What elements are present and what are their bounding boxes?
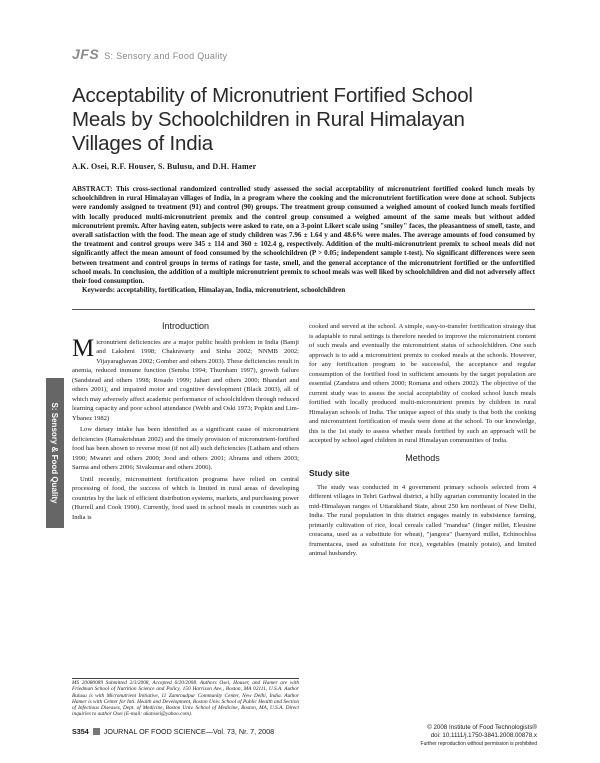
abstract bbox=[72, 185, 535, 295]
study-site-paragraph: The study was conducted in 4 government primary schools selected from 4 different villages in Tehri Garhwal district, a hilly agrarian community located in the mid-Himalayan ranges of Uttarakhand State, about 250 km northeast of New Delhi, India. The rural population in this district engages mainly in subsistence farming, primarily cultivation of rice, local cereals called "mandua" (finger millet, Eleusine coracana, used as a substitute for wheat), "jangora" (barnyard millet, Echinochloa frumentacea, used as substitute for rice), vegetables (mainly potato), and limited animal husbandry. bbox=[309, 483, 536, 557]
abstract-divider bbox=[72, 309, 535, 310]
footnote: MS 20080089 Submitted 2/3/2008, Accepted 6/20/2008. Authors Osei, Houser, and Hamer are with Friedman School of Nutrition Science and Policy, 150 Harrison Ave., Boston, MA 02111, U.S.A. Author Bulusu is with Micronutrient Initiative, 11 Zamroudpur Community Center, New Delhi, India. Author Hamer is with Center for Intl. Health and Development, Boston Univ. School of Public Health and Section of Infectious Diseases, Dept. of Medicine, Boston Univ. School of Medicine, Boston, MA, U.S.A. Direct inquiries to author Osei (E-mail: akotosei@yahoo.com). bbox=[72, 680, 299, 718]
permission-note: Further reproduction without permission is prohibited bbox=[420, 741, 537, 747]
abstract-label: ABSTRACT: bbox=[72, 185, 113, 193]
intro-paragraph-4: cooked and served at the school. A simple, easy-to-transfer fortification strategy that is adaptable to rural settings is therefore needed to improve the micronutrient content of such meals and eventually the micronutrient status of schoolchildren. One such approach is to add a micronutrient premix to cooked meals at the schools. However, for any fortification program to be successful, the acceptance and regular consumption of the fortified food in sufficient amounts by the target population are essential (Zandstra and others 2000; Romana and others 2002). The objective of the current study was to assess the social acceptability of cooked school lunch meals fortified with locally produced multi-micronutrient premix by children in rural Himalayan schools of India. The unique aspect of this study is that both the cooking and micronutrient fortification of meals were done at the school. To our knowledge, this is the 1st study to assess whether meals fortified by such an approach will be accepted by school aged children in rural Himalayan communities of India. bbox=[309, 323, 536, 444]
intro-paragraph-1: Micronutrient deficiencies are a major public health problem in India (Bamji and Lakshmi 1998; Chakravarty and Sinha 2002; NNMB 2002; Vijayaraghavan 2002; Gomber and others 2003). These deficiencies result in anemia, reduced immune function (Semba 1994; Thurnham 1997), growth failure (Sandstead and others 1998; Rosado 1999; Jahari and others 2000; Bhandari and others 2001), and impaired motor and cognitive development (Black 2003), all of which may adversely affect academic performance of schoolchildren through reduced learning capacity and poor school attendance (Webb and Oski 1973; Popkin and Lim-Ybanez 1982) bbox=[72, 334, 299, 422]
footnote-divider bbox=[72, 678, 299, 679]
keywords: acceptability, fortification, Himalayan, India, micronutrient, schoolchildren bbox=[116, 286, 346, 295]
journal-header bbox=[72, 46, 227, 62]
footer-right bbox=[392, 724, 537, 748]
authors: A.K. Osei, R.F. Houser, S. Bulusu, and D.H. Hamer bbox=[72, 162, 257, 171]
methods-heading: Methods bbox=[405, 452, 440, 463]
abstract-text: This cross-sectional randomized controlled study assessed the social acceptability of micronutrient fortified cooked lunch meals by schoolchildren in rural Himalayan villages of India, in a program where the cooking and the micronutrient fortification were done at school. Subjects were randomly assigned to treatment (91) and control (90) groups. The treatment group consumed a weighed amount of cooked lunch meals fortified with locally produced multi-micronutrient premix and the control group consumed a weighed amount of the same meals but without added micronutrient premix. After having eaten, subjects were asked to rate, on a 3-point Likert scale using "smiley" faces, the pleasantness of smell, taste, and overall satisfaction with the food. The mean age of study children was 7.96 ± 1.64 y and 48.6% were males. The average amounts of food consumed by the treatment and control groups were 345 ± 114 and 360 ± 102.4 g, respectively. Addition of the multi-micronutrient premix to school meals did not significantly affect the mean amount of food consumed by the schoolchildren (P > 0.05; independent sample t-test). No significant differences were seen between treatment and control groups in terms of ratings for taste, smell, and the general acceptance of the micronutrient fortified or the unfortified school meals. In conclusion, the addition of a multiple micronutrient premix to school meals was well liked by schoolchildren and did not adversely affect their food consumption. bbox=[72, 185, 535, 286]
doi: doi: 10.1111/j.1750-3841.2008.00878.x bbox=[430, 732, 537, 739]
article-title: Acceptability of Micronutrient Fortified School Meals by Schoolchildren in Rural Himalayan Villages of India bbox=[72, 84, 473, 155]
square-bullet-icon bbox=[93, 728, 100, 735]
study-site-heading: Study site bbox=[309, 468, 350, 478]
keywords-label: Keywords: bbox=[82, 286, 116, 295]
footer-left bbox=[72, 727, 274, 736]
left-column bbox=[72, 322, 299, 522]
drop-cap: M bbox=[72, 334, 95, 362]
introduction-heading: Introduction bbox=[161, 321, 210, 331]
journal-citation: JOURNAL OF FOOD SCIENCE—Vol. 73, Nr. 7, 2008 bbox=[103, 727, 275, 736]
section-side-tab bbox=[46, 378, 64, 528]
journal-mark: JFS bbox=[72, 46, 100, 62]
copyright: © 2008 Institute of Food Technologists® bbox=[427, 724, 537, 731]
intro-paragraph-2: Low dietary intake has been identified as a significant cause of micronutrient deficiencies (Ramakrishnan 2002) and the timely provision of micronutrient-fortified food has been shown to reverse most (if not all) such deficiencies (Latham and others 1990; Mwanri and others 2000; Jood and others 2001; Abrams and others 2003; Sarma and others 2006; Sivakumar and others 2006). bbox=[72, 426, 299, 471]
intro-paragraph-3: Until recently, micronutrient fortification programs have relied on central processing of food, the success of which is limited in rural areas of developing countries by the lack of efficient distribution systems, markets, and purchasing power (Hurrell and Cook 1990). Currently, food used in school meals in countries such as India is bbox=[72, 475, 299, 521]
section-name: S: Sensory and Food Quality bbox=[104, 51, 228, 61]
side-tab-label: S: Sensory & Food Quality bbox=[50, 402, 60, 504]
right-column bbox=[309, 322, 536, 559]
page-number: S354 bbox=[72, 727, 89, 736]
